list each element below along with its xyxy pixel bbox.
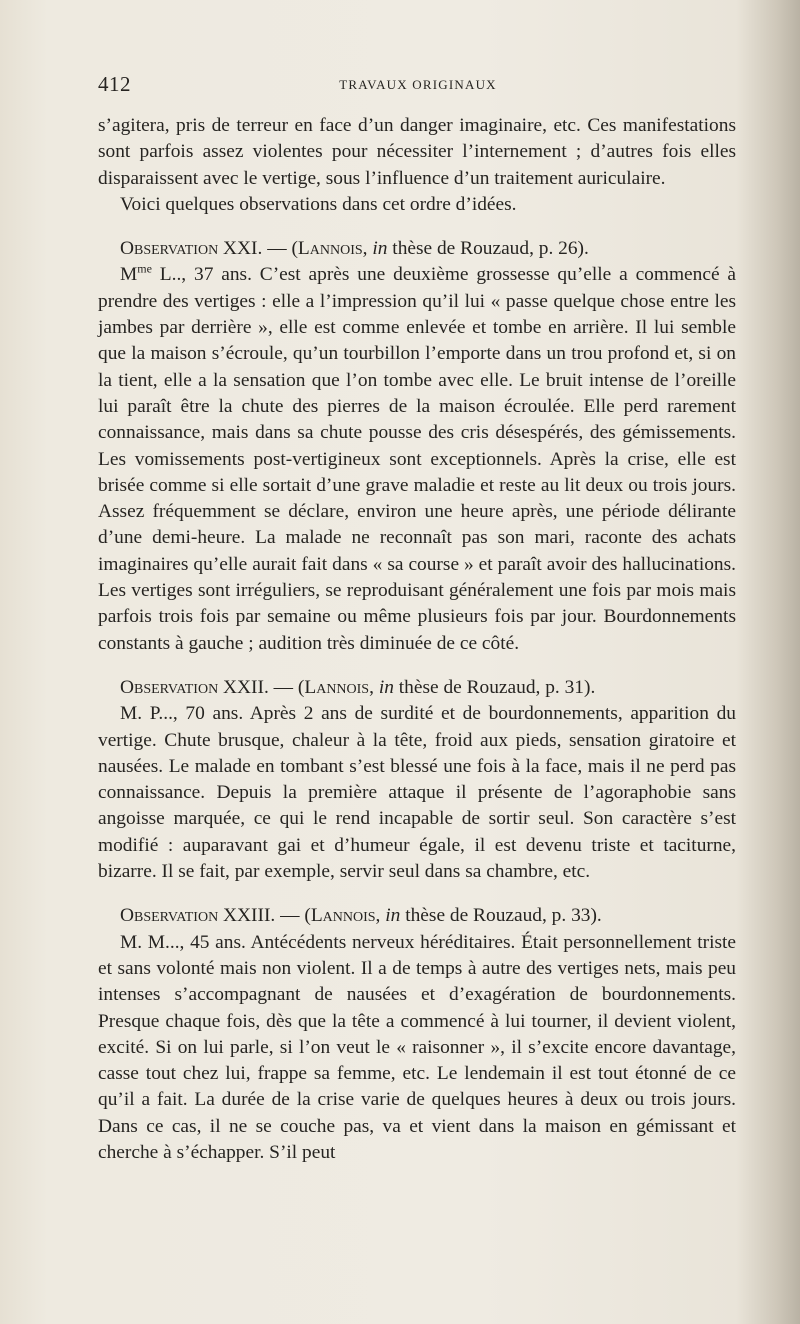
heading-dash: — (: [262, 238, 298, 260]
observation-body: M. M..., 45 ans. Antécédents nerveux héréditaires. Était personnellement triste et sans volonté mais non violent. Il a de temps à autre des vertiges nets, mais peu intenses s’accompagnant de nausées et d’exagération de bourdonnements. Presque chaque fois, dès que la tête a commencé à lui tourner, il devient violent, excité. Si on lui parle, si l’on veut le « raisonner », il s’excite encore davantage, casse tout chez lui, frappe sa femme, etc. Le lendemain il est tout étonné de ce qu’il a fait. La durée de la crise varie de quelques heures à deux ou trois jours. Dans ce cas, il ne se couche pas, va et vient dans la maison en gémissant et cherche à s’échapper. S’il peut: [98, 931, 736, 1163]
author-name: Lannois,: [304, 676, 374, 698]
in-word: in: [378, 676, 394, 698]
reference: thèse de Rouzaud, p. 26).: [387, 238, 589, 260]
heading-dash: — (: [268, 676, 305, 698]
observation-label: Observation XXII.: [120, 676, 269, 698]
page-header: [98, 72, 738, 98]
observation-label: Observation XXI.: [120, 238, 263, 260]
patient-prefix: M: [120, 264, 138, 286]
reference: thèse de Rouzaud, p. 31).: [393, 676, 596, 698]
reference: thèse de Rouzaud, p. 33).: [400, 905, 602, 927]
in-word: in: [385, 905, 401, 927]
page-body: [98, 113, 736, 1166]
author-name: Lannois,: [310, 905, 381, 927]
patient-superscript: me: [137, 262, 152, 277]
running-title: TRAVAUX ORIGINAUX: [339, 77, 497, 92]
observation-heading: [98, 903, 736, 929]
observation-label: Observation XXIII.: [120, 905, 276, 927]
observation-heading: [98, 236, 736, 262]
author-name: Lannois,: [297, 238, 368, 260]
page-number: 412: [98, 72, 131, 96]
observation-body: M. P..., 70 ans. Après 2 ans de surdité et de bourdonnements, apparition du vertige. Chute brusque, chaleur à la tête, froid aux pieds, sensation giratoire et nausées. Le malade en tombant s’est blessé une fois à la face, mais il ne perd pas connaissance. Depuis la première attaque il présente de l’agoraphobie sans angoisse marquée, ce qui le rend incapable de sortir seul. Son caractère s’est modifié : auparavant gai et d’humeur égale, il est devenu triste et taciturne, bizarre. Il se fait, par exemple, servir seul dans sa chambre, etc.: [98, 703, 736, 883]
observation-heading: [98, 675, 736, 701]
heading-dash: — (: [275, 905, 311, 927]
intro-sentence: Voici quelques observations dans cet ordre d’idées.: [120, 193, 517, 215]
observation-body: [98, 262, 736, 656]
observation-text: L.., 37 ans. C’est après une deuxième grossesse qu’elle a commencé à prendre des vertiges : elle a l’impression qu’il lui « passe quelque chose entre les jambes par derrière », elle est comme enlevée et tombe en arrière. Il lui semble que la maison s’écroule, qu’un tourbillon l’emporte dans un trou profond et, si on la tient, elle a la sensation que l’on tombe avec elle. Le bruit intense de l’oreille lui paraît être la chute des pierres de la maison écroulée. Elle perd rarement connaissance, mais dans sa chute pousse des cris désespérés, des gémissements. Les vomissements post-vertigineux sont exceptionnels. Après la crise, elle est brisée comme si elle sortait d’une grave maladie et reste au lit deux ou trois jours. Assez fréquemment se déclare, environ une heure après, une période délirante d’une demi-heure. La malade ne reconnaît pas son mari, raconte des achats imaginaires qu’elle aurait fait dans « sa course » et paraît avoir des hallucinations. Les vertiges sont irréguliers, se reproduisant généralement une fois par mois mais parfois trois fois par semaine ou même plusieurs fois par jour. Bourdonnements constants à gauche ; audition très diminuée de ce côté.: [98, 264, 736, 654]
in-word: in: [372, 238, 388, 260]
intro-paragraph: s’agitera, pris de terreur en face d’un danger imaginaire, etc. Ces manifestations sont parfois assez violentes pour nécessiter l’internement ; d’autres fois elles disparaissent avec le vertige, sous l’influence d’un traitement auriculaire.: [98, 115, 736, 189]
